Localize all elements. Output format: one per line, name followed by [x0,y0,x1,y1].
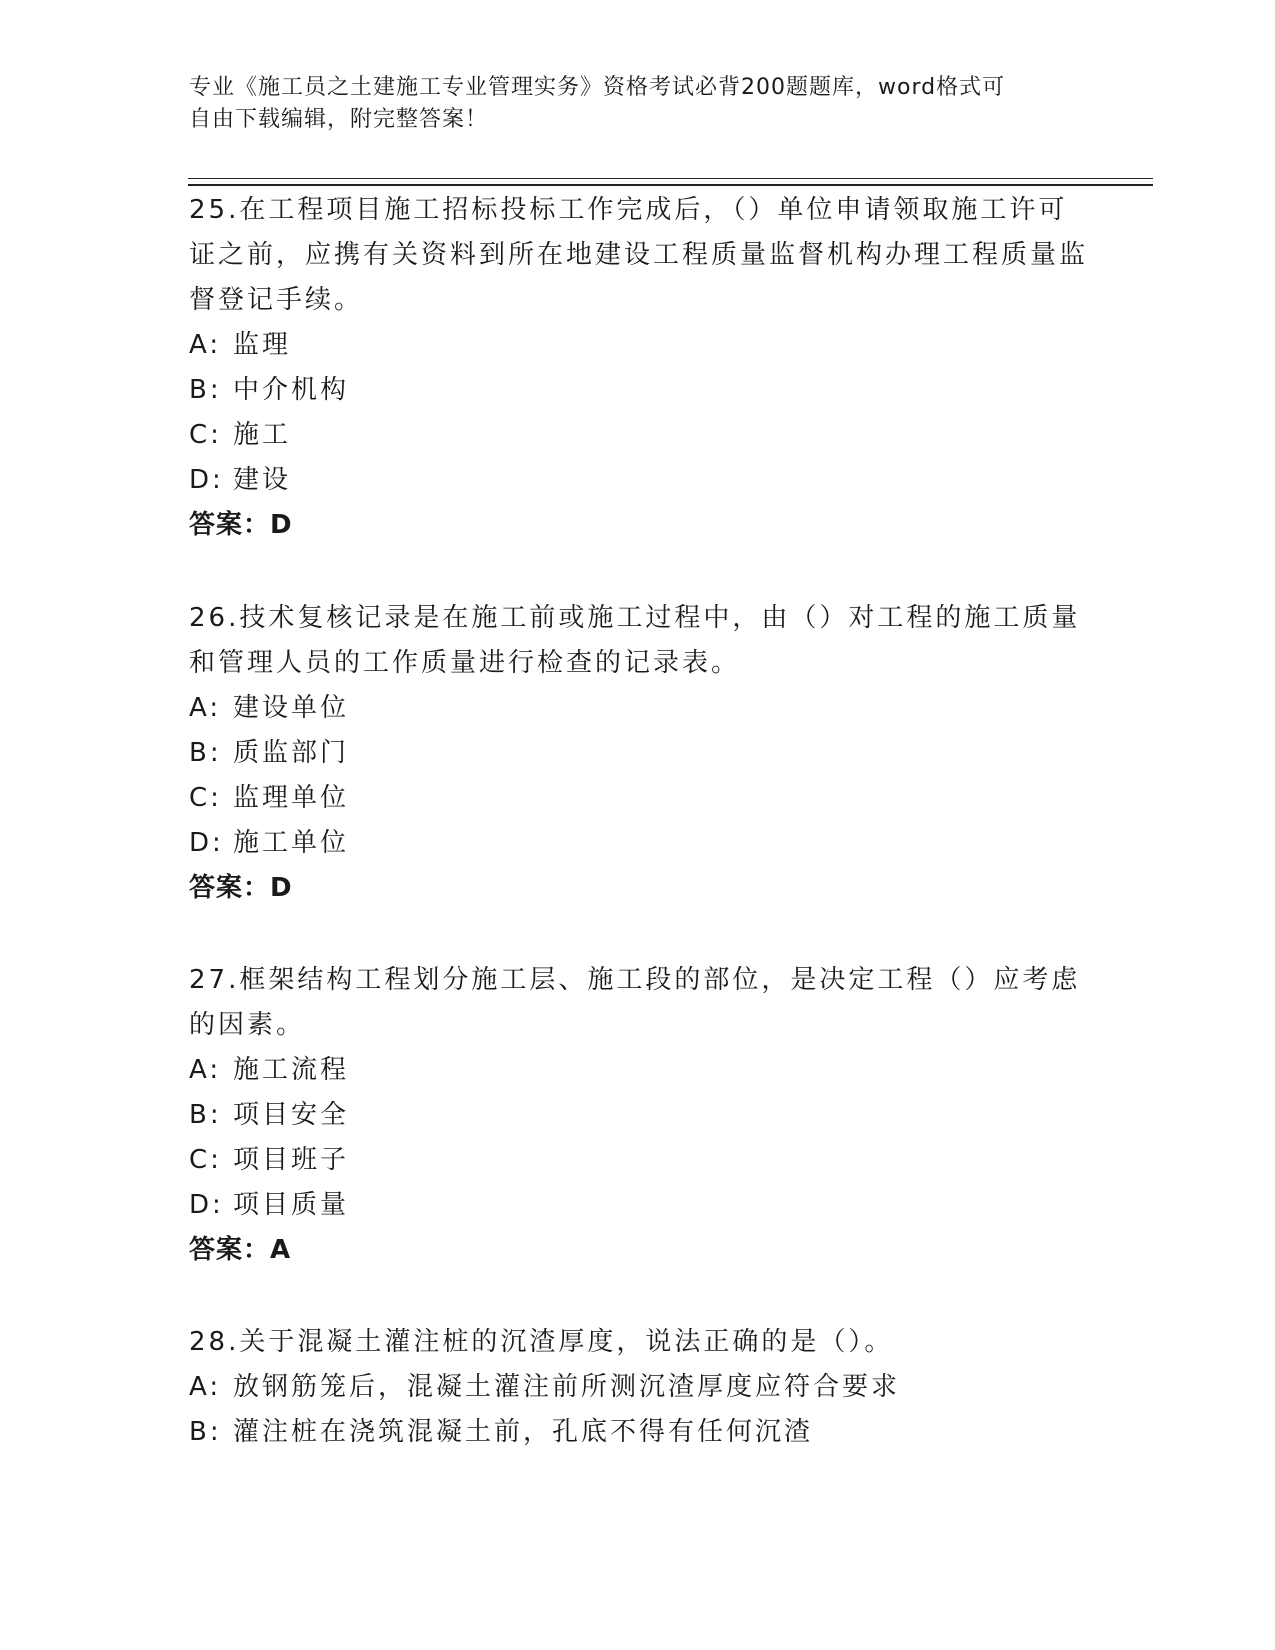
option-text: 放钢筋笼后，混凝土灌注前所测沉渣厚度应符合要求 [233,1372,901,1402]
option-a [189,686,1089,731]
option-key: D: [189,1190,224,1220]
option-a [189,323,1089,368]
option-text: 项目质量 [233,1190,350,1220]
question-28 [189,1320,1089,1455]
option-text: 施工单位 [233,828,350,858]
option-text: 施工流程 [233,1055,350,1085]
option-a [189,1048,1089,1093]
answer-line: 答案：D [189,873,293,903]
header-divider-bottom [188,184,1153,186]
option-key: D: [189,828,224,858]
option-b [189,368,1089,413]
document-header: 专业《施工员之土建施工专业管理实务》资格考试必背200题题库，word格式可 自由下载编辑，附完整答案！ [189,75,1006,132]
option-key: A: [189,1055,222,1085]
answer-line: 答案：A [189,1235,292,1265]
option-text: 灌注桩在浇筑混凝土前，孔底不得有任何沉渣 [233,1417,814,1447]
option-b [189,1410,1089,1455]
option-key: A: [189,330,222,360]
option-text: 监理单位 [233,783,350,813]
option-a [189,1365,1089,1410]
option-text: 项目安全 [233,1100,350,1130]
question-27 [189,958,1089,1273]
option-b [189,731,1089,776]
option-key: A: [189,1372,222,1402]
option-text: 监理 [233,330,292,360]
option-c [189,413,1089,458]
answer-line: 答案：D [189,510,293,540]
question-stem: 25.在工程项目施工招标投标工作完成后，（）单位申请领取施工许可证之前，应携有关资料到所在地建设工程质量监督机构办理工程质量监督登记手续。 [189,195,1089,315]
option-key: D: [189,465,224,495]
option-b [189,1093,1089,1138]
question-stem: 28.关于混凝土灌注桩的沉渣厚度，说法正确的是（）。 [189,1327,894,1357]
option-key: A: [189,693,222,723]
header-divider-top [188,178,1153,179]
option-text: 中介机构 [233,375,350,405]
option-text: 项目班子 [233,1145,350,1175]
option-key: B: [189,1417,222,1447]
option-key: C: [189,1145,222,1175]
option-text: 施工 [233,420,292,450]
question-26 [189,596,1089,911]
question-stem: 27.框架结构工程划分施工层、施工段的部位，是决定工程（）应考虑的因素。 [189,965,1081,1040]
question-stem: 26.技术复核记录是在施工前或施工过程中，由（）对工程的施工质量和管理人员的工作质量进行检查的记录表。 [189,603,1081,678]
option-c [189,776,1089,821]
option-key: C: [189,420,222,450]
option-key: C: [189,783,222,813]
option-text: 建设 [233,465,292,495]
option-key: B: [189,375,222,405]
option-d [189,821,1089,866]
option-d [189,1183,1089,1228]
question-25 [189,188,1089,548]
option-key: B: [189,738,222,768]
option-text: 质监部门 [233,738,350,768]
option-c [189,1138,1089,1183]
option-key: B: [189,1100,222,1130]
option-d [189,458,1089,503]
option-text: 建设单位 [233,693,350,723]
